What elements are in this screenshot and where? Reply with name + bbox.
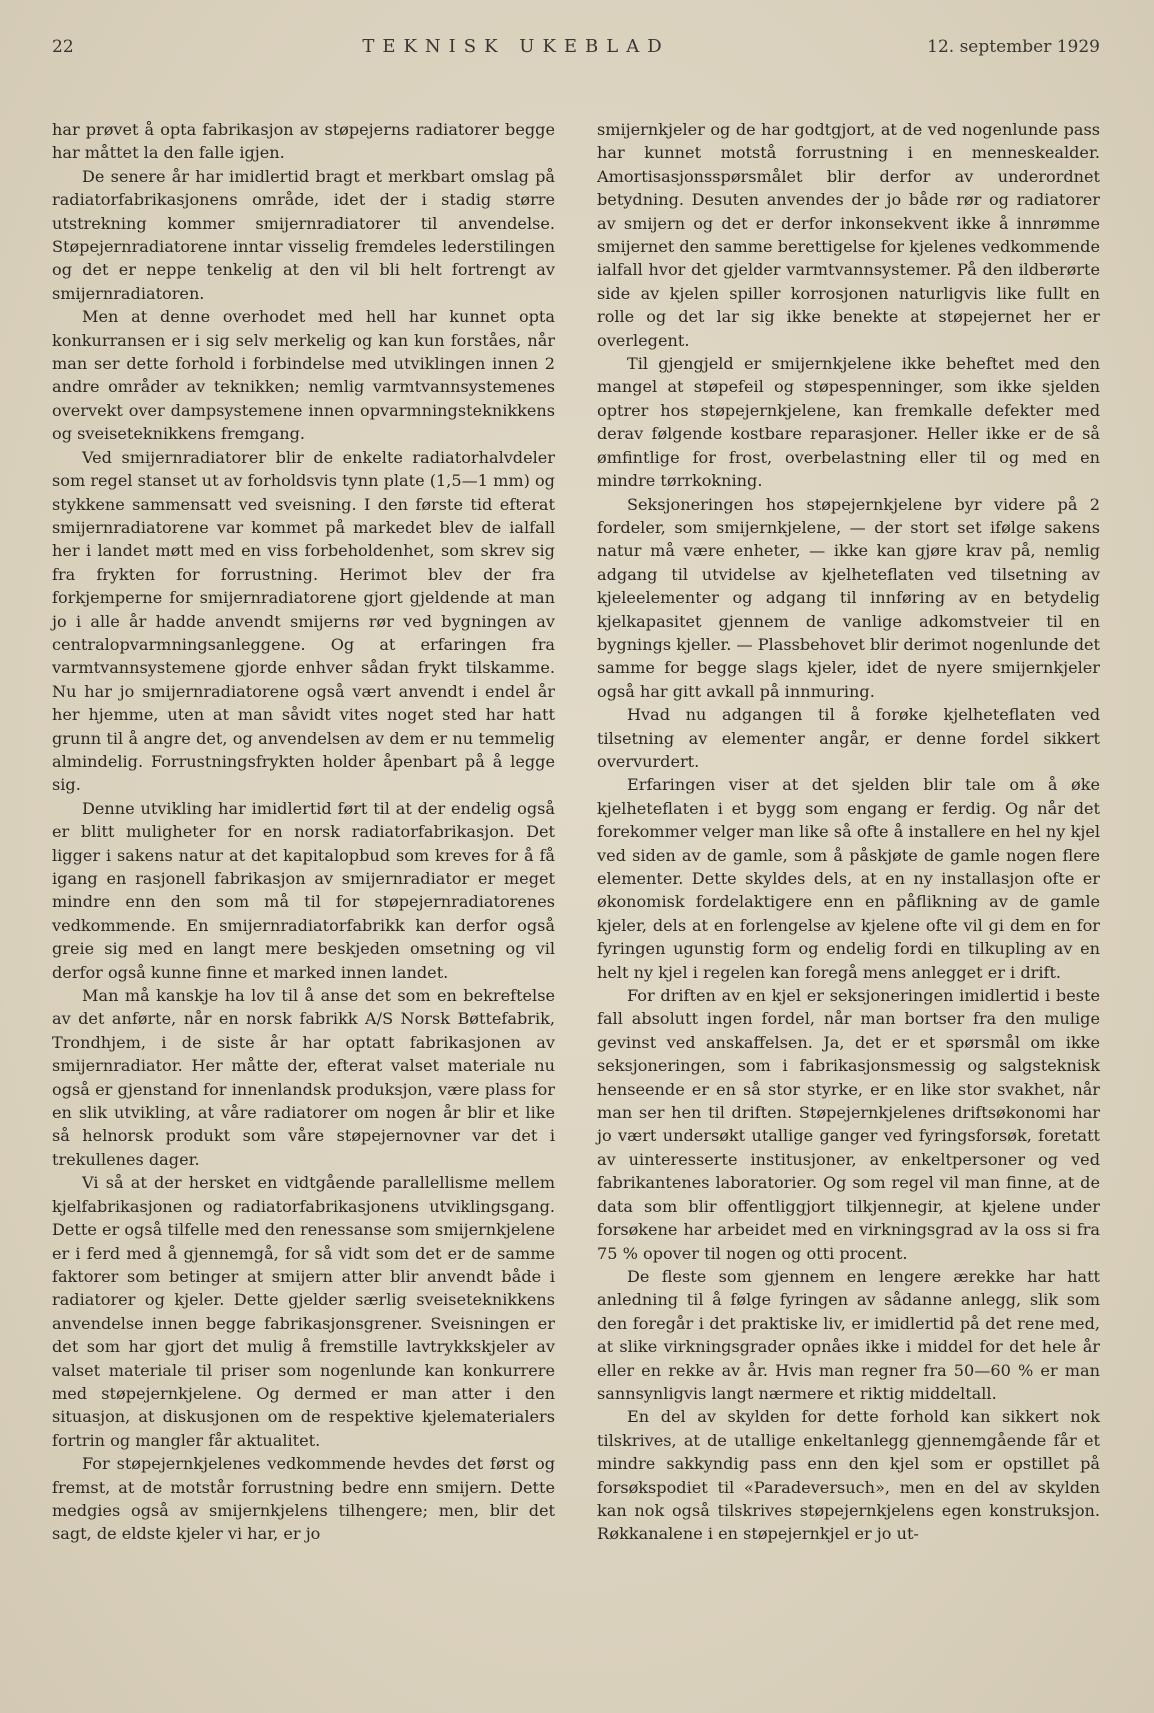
paragraph: For driften av en kjel er seksjoneringen imidlertid i beste fall absolutt ingen fordel, når man bortser fra den mulige gevinst ved anskaffelsen. Ja, det er et spørsmål om ikke seksjoneringen, som i fabrikasjonsmessig og salgsteknisk henseende er en så stor styrke, er en like stor svakhet, når man ser hen til driften. Støpejernkjelenes driftsøkonomi har jo vært undersøkt utallige ganger ved fyringsforsøk, foretatt av uinteresserte institusjoner, av enkeltpersoner og ved fabrikantenes laboratorier. Og som regel vil man finne, at de data som blir offentliggjort tilkjennegir, at kjelene under forsøkene har arbeidet med en virkningsgrad av la oss si fra 75 % opover til nogen og otti procent. <box>597 986 1100 1263</box>
article-body <box>52 118 1100 1546</box>
paragraph: De fleste som gjennem en lengere ærekke har hatt anledning til å følge fyringen av sådanne anlegg, slik som den foregår i det praktiske liv, er imidlertid på det rene med, at slike virkningsgrader opnåes ikke i middel for det hele år eller en rekke av år. Hvis man regner fra 50—60 % er man sannsynligvis langt nærmere et riktig middeltall. <box>597 1266 1100 1403</box>
page-number: 22 <box>52 37 74 57</box>
paragraph: Ved smijernradiatorer blir de enkelte radiatorhalvdeler som regel stanset ut av forholdsvis tynn plate (1,5—1 mm) og stykkene sammensatt ved sveisning. I den første tid efterat smijernradiatorene var kommet på markedet blev de ialfall her i landet møtt med en viss forbeholdenhet, som skrev sig fra frykten for forrustning. Herimot blev der fra forkjemperne for smijernradiatorene gjort gjeldende at man jo i alle år hadde anvendt smijerns rør ved bygningen av centralopvarmningsanleggene. Og at erfaringen fra varmtvannsystemene gjorde enhver sådan frykt tilskamme. Nu har jo smijernradiatorene også vært anvendt i endel år her hjemme, uten at man såvidt vites noget sted har hatt grunn til å angre det, og anvendelsen av dem er nu temmelig almindelig. Forrustningsfrykten holder åpenbart på å legge sig. <box>52 447 555 795</box>
paragraph: Denne utvikling har imidlertid ført til at der endelig også er blitt muligheter for en norsk radiatorfabrikasjon. Det ligger i sakens natur at det kapitalopbud som kreves for å få igang en rasjonell fabrikasjon av smijernradiator er meget mindre enn den som må til for støpejernradiatorenes vedkommende. En smijernradiatorfabrikk kan derfor også greie sig med en langt mere beskjeden omsetning og vil derfor også kunne finne et marked innen landet. <box>52 798 555 982</box>
issue-date: 12. september 1929 <box>927 37 1100 57</box>
paragraph: Til gjengjeld er smijernkjelene ikke beheftet med den mangel at støpefeil og støpespenninger, som ikke sjelden optrer hos støpejernkjelene, kan fremkalle defekter med derav følgende kostbare reparasjoner. Heller ikke er de så ømfintlige for frost, overbelastning eller til og med en mindre tørrkokning. <box>597 354 1100 491</box>
paragraph: For støpejernkjelenes vedkommende hevdes det først og fremst, at de motstår forrustning bedre enn smijern. Dette medgies også av smijernkjelens tilhengere; men, blir det sagt, de eldste kjeler vi har, er jo <box>52 1454 555 1544</box>
left-column <box>52 118 555 1546</box>
paragraph: Hvad nu adgangen til å forøke kjelheteflaten ved tilsetning av elementer angår, er denne fordel sikkert overvurdert. <box>597 705 1100 771</box>
paragraph: Men at denne overhodet med hell har kunnet opta konkurransen er i sig selv merkelig og kan kun forståes, når man ser dette forhold i forbindelse med utviklingen innen 2 andre områder av teknikken; nemlig varmtvannsystemenes overvekt over dampsystemene innen opvarmningsteknikkens og sveiseteknikkens fremgang. <box>52 307 555 444</box>
paragraph: har prøvet å opta fabrikasjon av støpejerns radiatorer begge har måttet la den falle igjen. <box>52 120 555 163</box>
page-header <box>52 36 1100 70</box>
paragraph: smijernkjeler og de har godtgjort, at de ved nogenlunde pass har kunnet motstå forrustning i en menneskealder. Amortisasjonsspørsmålet blir derfor av underordnet betydning. Desuten anvendes der jo både rør og radiatorer av smijern og det er derfor inkonsekvent ikke å innrømme smijernet den samme berettigelse for kjelenes vedkommende ialfall hvor det gjelder varmtvannsystemer. På den ildberørte side av kjelen spiller korrosjonen naturligvis like fullt en rolle og det lar sig ikke benekte at støpejernet her er overlegent. <box>597 120 1100 350</box>
right-column <box>597 118 1100 1546</box>
paragraph: Seksjoneringen hos støpejernkjelene byr videre på 2 fordeler, som smijernkjelene, — der stort set ifølge sakens natur må være enheter, — ikke kan gjøre krav på, nemlig adgang til utvidelse av kjelheteflaten ved tilsetning av kjeleelementer og adgang til innføring av en betydelig kjelkapasitet gjennem de vanlige adkomstveier til en bygnings kjeller. — Plassbehovet blir derimot nogenlunde det samme for begge slags kjeler, idet de nyere smijernkjeler også har gitt avkall på innmuring. <box>597 494 1100 701</box>
paragraph: Man må kanskje ha lov til å anse det som en bekreftelse av det anførte, når en norsk fabrikk A/S Norsk Bøttefabrik, Trondhjem, i de siste år har optatt fabrikasjonen av smijernradiator. Her måtte der, efterat valset materiale nu også er gjenstand for innenlandsk produksjon, være plass for en slik utvikling, at våre radiatorer om nogen år blir et like så helnorsk produkt som våre støpejernovner var det i trekullenes dager. <box>52 986 555 1169</box>
paragraph: Erfaringen viser at det sjelden blir tale om å øke kjelheteflaten i et bygg som engang er ferdig. Og når det forekommer velger man like så ofte å installere en hel ny kjel ved siden av de gamle, som å påskjøte de gamle nogen flere elementer. Dette skyldes dels, at en ny installasjon ofte er økonomisk fordelaktigere enn en påflikning av de gamle kjeler, dels at en forlengelse av kjelene ofte vil gi dem en for fyringen ugunstig form og endelig fordi en tilkupling av en helt ny kjel i regelen kan foregå mens anlegget er i drift. <box>597 775 1100 982</box>
paragraph: De senere år har imidlertid bragt et merkbart omslag på radiatorfabrikasjonens område, idet der i stadig større utstrekning kommer smijernradiatorer til anvendelse. Støpejernradiatorene inntar visselig fremdeles lederstilingen og det er neppe tenkelig at den vil bli helt fortrengt av smijernradiatoren. <box>52 166 555 303</box>
paragraph: En del av skylden for dette forhold kan sikkert nok tilskrives, at de utallige enkeltanlegg gjennemgående får et mindre sakkyndig pass enn den kjel som er opstillet på forsøkspodiet til «Paradeversuch», men en del av skylden kan nok også tilskrives støpejernkjelens egen konstruksjon. Røkkanalene i en støpejernkjel er jo ut- <box>597 1407 1100 1544</box>
journal-title: TEKNISK UKEBLAD <box>362 36 670 57</box>
paragraph: Vi så at der hersket en vidtgående parallellisme mellem kjelfabrikasjonen og radiatorfabrikasjonens utviklingsgang. Dette er også tilfelle med den renessanse som smijernkjelene er i ferd med å gjennemgå, for så vidt som det er de samme faktorer som betinger at smijern atter blir anvendt både i radiatorer og kjeler. Dette gjelder særlig sveiseteknikkens anvendelse innen begge fabrikasjonsgrener. Sveisningen er det som har gjort det mulig å fremstille lavtrykkskjeler av valset materiale til priser som nogenlunde kan konkurrere med støpejernkjelene. Og dermed er man atter i den situasjon, at diskusjonen om de respektive kjelematerialers fortrin og mangler får aktualitet. <box>52 1173 555 1450</box>
